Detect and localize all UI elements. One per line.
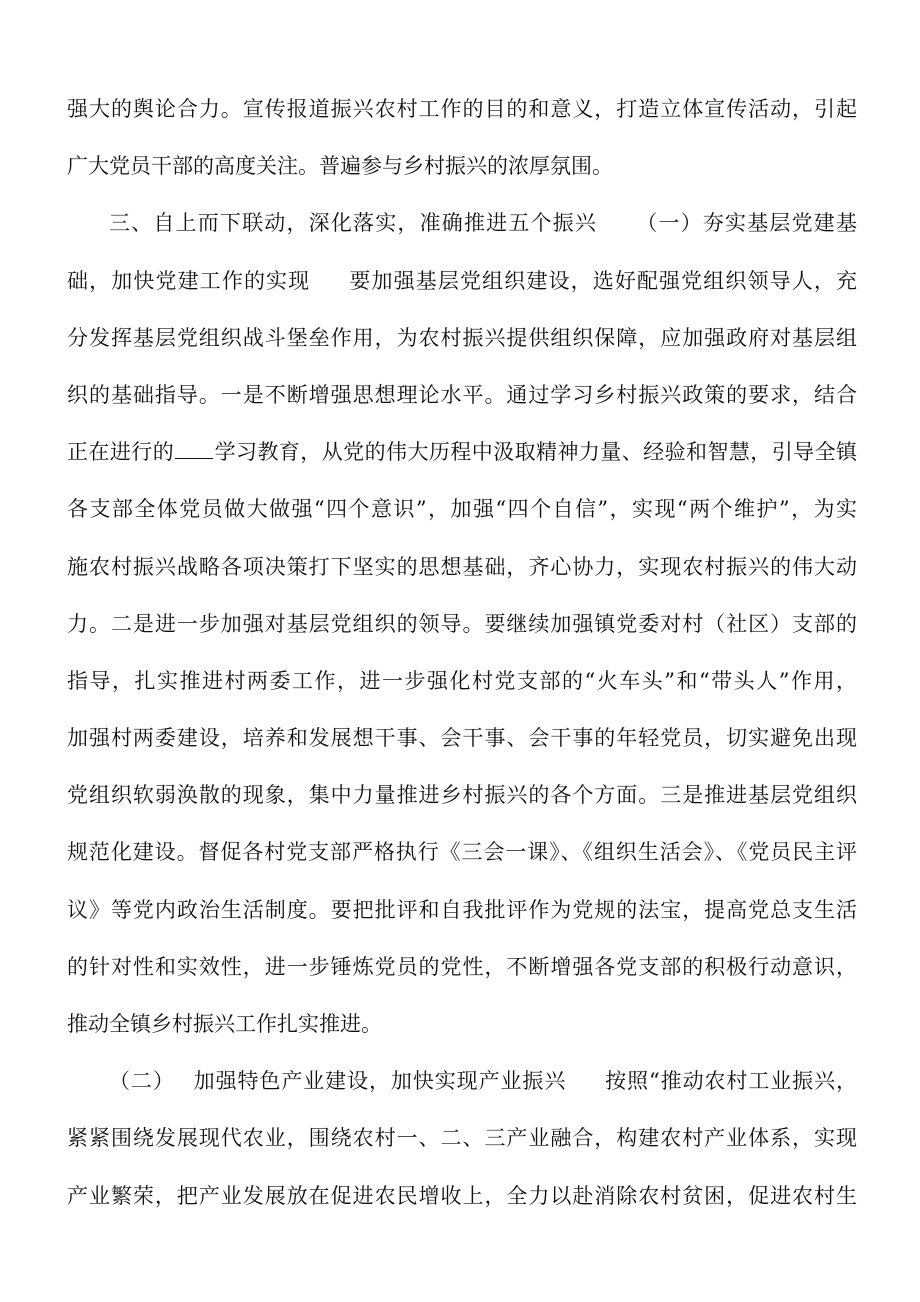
text-line-15: 议》等党内政治生活制度。要把批评和自我批评作为党规的法宝，提高党总支生活 — [67, 897, 857, 922]
section-heading-line — [67, 202, 857, 259]
paragraph-start: 要加强基层党组织建设，选好配强党组织领导人，充 — [348, 268, 858, 293]
text-line-11: 指导，扎实推进村两委工作，进一步强化村党支部的“火车头”和“带头人”作用， — [67, 668, 857, 693]
text-line-12: 加强村两委建设，培养和发展想干事、会干事、会干事的年轻党员，切实避免出现 — [67, 726, 857, 751]
text-line-5: 分发挥基层党组织战斗堡垒作用，为农村振兴提供组织保障，应加强政府对基层组 — [67, 325, 857, 350]
text-line-13: 党组织软弱涣散的现象，集中力量推进乡村振兴的各个方面。三是推进基层党组织 — [67, 783, 857, 808]
text-line-16: 的针对性和实效性，进一步锤炼党员的党性，不断增强各党支部的积极行动意识， — [67, 954, 857, 979]
text-before-blank: 正在进行的 — [67, 440, 175, 465]
text-line-17: 推动全镇乡村振兴工作扎实推进。 — [67, 1012, 382, 1036]
subsection-two-start: 按照“推动农村工业振兴， — [604, 1069, 857, 1094]
text-line-1: 强大的舆论合力。宣传报道振兴农村工作的目的和意义，打造立体宣传活动，引起 — [67, 97, 857, 121]
text-line-2: 广大党员干部的高度关注。普遍参与乡村振兴的浓厚氛围。 — [67, 154, 613, 179]
subsection-heading-part1: （一）夯实基层党建基 — [635, 211, 857, 236]
text-line-9: 施农村振兴战略各项决策打下坚实的思想基础，齐心协力，实现农村振兴的伟大动 — [67, 554, 857, 579]
text-line-20: 产业繁荣，把产业发展放在促进农民增收上，全力以赴消除农村贫困，促进农村生 — [67, 1183, 857, 1208]
blank-underline — [175, 436, 213, 459]
text-line-19: 紧紧围绕发展现代农业，围绕农村一、二、三产业融合，构建农村产业体系，实现 — [67, 1126, 857, 1151]
subsection-two-number: （二） — [109, 1069, 175, 1094]
subsection-two-heading: 加强特色产业建设，加快实现产业振兴 — [192, 1069, 567, 1094]
text-line-4 — [67, 260, 857, 317]
subsection-heading-part2: 础，加快党建工作的实现 — [67, 268, 311, 293]
text-after-blank: 学习教育，从党的伟大历程中汲取精神力量、经验和智慧，引导全镇 — [214, 440, 858, 465]
text-line-6: 织的基础指导。一是不断增强思想理论水平。通过学习乡村振兴政策的要求，结合 — [67, 382, 857, 407]
document-body — [67, 88, 857, 1232]
text-line-7 — [67, 431, 857, 488]
text-line-10: 力。二是进一步加强对基层党组织的领导。要继续加强镇党委对村（社区）支部的 — [67, 611, 857, 636]
section-heading: 三、自上而下联动，深化落实，准确推进五个振兴 — [109, 211, 598, 236]
text-line-8: 各支部全体党员做大做强“四个意识”，加强“四个自信”，实现“两个维护”，为实 — [67, 497, 857, 522]
subsection-two-line — [67, 1060, 857, 1117]
text-line-14: 规范化建设。督促各村党支部严格执行《三会一课》、《组织生活会》、《党员民主评 — [67, 840, 857, 865]
